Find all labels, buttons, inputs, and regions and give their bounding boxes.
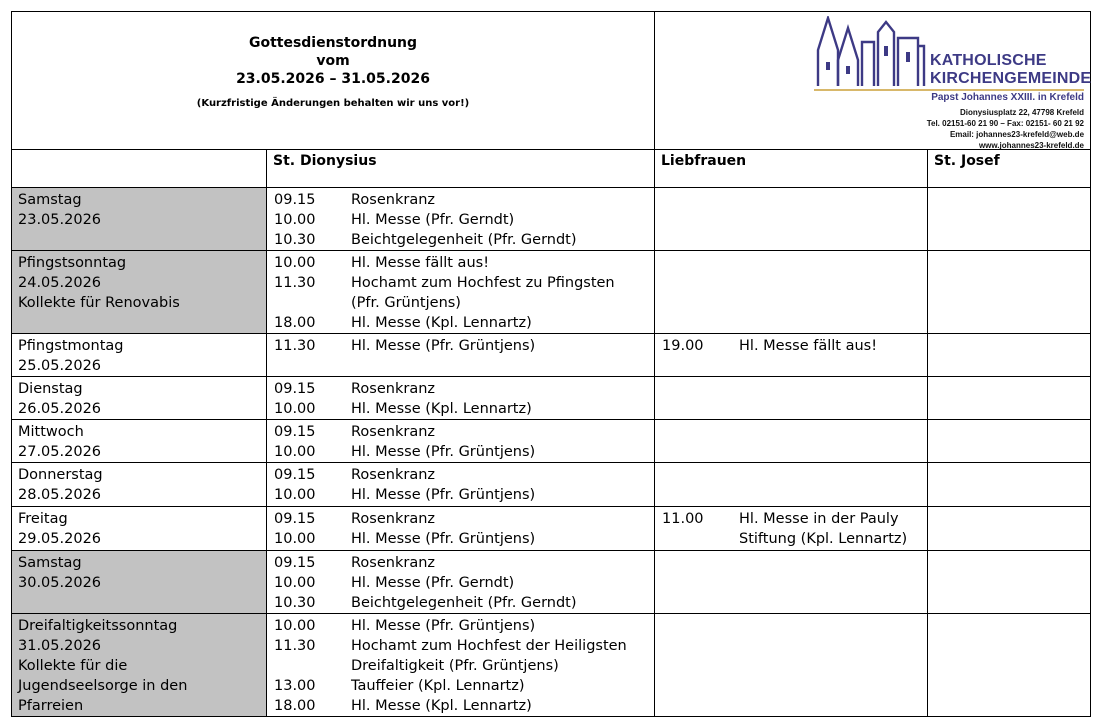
event-text: Rosenkranz [351, 192, 436, 208]
schedule-table [11, 11, 1091, 717]
event-time: 11.30 [274, 638, 316, 654]
event-line [267, 676, 654, 696]
contact-block [927, 107, 1084, 151]
event-text: Rosenkranz [351, 467, 436, 483]
josef-cell [928, 377, 1091, 420]
event-text: Stiftung (Kpl. Lennartz) [739, 531, 908, 547]
liebfrauen-cell [655, 507, 928, 551]
josef-cell [928, 551, 1091, 614]
day-cell [12, 420, 267, 463]
email: Email: johannes23-krefeld@web.de [949, 130, 1085, 139]
event-line [267, 656, 654, 676]
event-text: Hl. Messe (Kpl. Lennartz) [351, 315, 532, 331]
event-text: Hl. Messe (Pfr. Gerndt) [351, 575, 515, 591]
event-line [267, 636, 654, 656]
event-line [267, 616, 654, 636]
date-label: 28.05.2026 [18, 487, 102, 503]
collection-note: Pfarreien [18, 698, 84, 714]
day-cell [12, 334, 267, 377]
schedule-body [12, 188, 1091, 717]
weekday-label: Pfingstsonntag [18, 255, 127, 271]
day-cell [12, 188, 267, 251]
dionysius-cell [267, 251, 655, 334]
weekday-label: Pfingstmontag [18, 338, 124, 354]
event-text: Hl. Messe (Pfr. Grüntjens) [351, 487, 536, 503]
phone-fax: Tel. 02151-60 21 90 – Fax: 02151- 60 21 92 [926, 119, 1085, 128]
josef-cell [928, 463, 1091, 507]
event-line [267, 273, 654, 293]
column-header-row [12, 150, 1091, 188]
table-row [12, 377, 1091, 420]
event-time: 09.15 [274, 192, 316, 208]
table-row [12, 251, 1091, 334]
event-time: 10.00 [274, 255, 316, 271]
column-header-dionysius: St. Dionysius [267, 150, 655, 188]
event-line [267, 230, 654, 250]
logo-subtitle: Papst Johannes XXIII. in Krefeld [931, 92, 1085, 103]
event-time: 09.15 [274, 467, 316, 483]
collection-note: Jugendseelsorge in den [18, 678, 188, 694]
event-line [267, 379, 654, 399]
title-vom: vom [316, 53, 350, 69]
date-label: 29.05.2026 [18, 531, 102, 547]
event-line [267, 509, 654, 529]
event-text: (Pfr. Grüntjens) [351, 295, 461, 311]
event-line [267, 593, 654, 613]
event-line [267, 336, 654, 356]
event-line [267, 442, 654, 462]
event-text: Hl. Messe (Pfr. Grüntjens) [351, 444, 536, 460]
dionysius-cell [267, 507, 655, 551]
event-text: Hl. Messe (Pfr. Grüntjens) [351, 618, 536, 634]
event-text: Hl. Messe (Pfr. Gerndt) [351, 212, 515, 228]
website: www.johannes23-krefeld.de [978, 141, 1085, 150]
event-line [267, 573, 654, 593]
event-line [267, 190, 654, 210]
event-time: 19.00 [662, 338, 704, 354]
event-time: 10.00 [274, 531, 316, 547]
event-time: 10.00 [274, 487, 316, 503]
day-cell [12, 251, 267, 334]
event-time: 09.15 [274, 555, 316, 571]
event-text: Beichtgelegenheit (Pfr. Gerndt) [351, 595, 577, 611]
liebfrauen-cell [655, 334, 928, 377]
event-time: 11.00 [662, 511, 704, 527]
dionysius-cell [267, 551, 655, 614]
liebfrauen-cell [655, 551, 928, 614]
date-label: 25.05.2026 [18, 358, 102, 374]
event-text: Rosenkranz [351, 381, 436, 397]
page-title: Gottesdienstordnung [248, 35, 418, 51]
dionysius-cell [267, 463, 655, 507]
dionysius-cell [267, 420, 655, 463]
table-row [12, 507, 1091, 551]
column-header-day [12, 150, 267, 188]
liebfrauen-cell [655, 377, 928, 420]
date-label: 23.05.2026 [18, 212, 102, 228]
event-text: Tauffeier (Kpl. Lennartz) [351, 678, 525, 694]
table-row [12, 614, 1091, 717]
title-cell [12, 12, 655, 150]
josef-cell [928, 334, 1091, 377]
event-time: 10.00 [274, 618, 316, 634]
logo-line-2: KIRCHENGEMEINDE [930, 70, 1092, 87]
event-text: Hl. Messe fällt aus! [739, 338, 878, 354]
logo-divider [814, 89, 1084, 91]
day-cell [12, 507, 267, 551]
josef-cell [928, 251, 1091, 334]
event-time: 10.00 [274, 444, 316, 460]
table-row [12, 463, 1091, 507]
parish-logo [814, 16, 1092, 150]
event-time: 09.15 [274, 511, 316, 527]
event-time: 10.30 [274, 595, 316, 611]
event-time: 10.00 [274, 401, 316, 417]
dionysius-cell [267, 377, 655, 420]
event-line [267, 313, 654, 333]
event-time [274, 656, 351, 676]
event-time: 13.00 [274, 678, 316, 694]
disclaimer-note: (Kurzfristige Änderungen behalten wir uns vor!) [196, 98, 470, 109]
josef-cell [928, 188, 1091, 251]
josef-cell [928, 507, 1091, 551]
event-time: 18.00 [274, 698, 316, 714]
event-time: 18.00 [274, 315, 316, 331]
josef-cell [928, 420, 1091, 463]
day-cell [12, 551, 267, 614]
event-time: 11.30 [274, 275, 316, 291]
date-label: 24.05.2026 [18, 275, 102, 291]
event-text: Hochamt zum Hochfest der Heiligsten [351, 638, 627, 654]
event-time: 09.15 [274, 381, 316, 397]
logo-line-1: KATHOLISCHE [930, 52, 1047, 69]
event-time [274, 293, 351, 313]
logo-cell [655, 12, 1091, 150]
liebfrauen-cell [655, 188, 928, 251]
dionysius-cell [267, 614, 655, 717]
event-text: Hl. Messe fällt aus! [351, 255, 490, 271]
event-time [662, 529, 739, 549]
event-line [267, 399, 654, 419]
weekday-label: Dreifaltigkeitssonntag [18, 618, 178, 634]
event-text: Hl. Messe (Pfr. Grüntjens) [351, 531, 536, 547]
header-row [12, 12, 1091, 150]
josef-cell [928, 614, 1091, 717]
event-line [267, 696, 654, 716]
event-time: 09.15 [274, 424, 316, 440]
event-line [267, 553, 654, 573]
event-text: Hl. Messe (Pfr. Grüntjens) [351, 338, 536, 354]
event-text: Beichtgelegenheit (Pfr. Gerndt) [351, 232, 577, 248]
weekday-label: Donnerstag [18, 467, 103, 483]
event-line [267, 293, 654, 313]
event-time: 11.30 [274, 338, 316, 354]
day-cell [12, 614, 267, 717]
event-text: Hochamt zum Hochfest zu Pfingsten [351, 275, 615, 291]
event-time: 10.30 [274, 232, 316, 248]
weekday-label: Samstag [18, 555, 82, 571]
column-header-liebfrauen: Liebfrauen [655, 150, 928, 188]
table-row [12, 188, 1091, 251]
liebfrauen-cell [655, 420, 928, 463]
date-label: 27.05.2026 [18, 444, 102, 460]
dionysius-cell [267, 334, 655, 377]
day-cell [12, 377, 267, 420]
dionysius-cell [267, 188, 655, 251]
column-header-josef: St. Josef [928, 150, 1091, 188]
address: Dionysiusplatz 22, 47798 Krefeld [959, 108, 1085, 117]
event-time: 10.00 [274, 575, 316, 591]
table-row [12, 334, 1091, 377]
event-text: Rosenkranz [351, 555, 436, 571]
date-range: 23.05.2026 – 31.05.2026 [236, 71, 430, 87]
table-row [12, 551, 1091, 614]
date-label: 31.05.2026 [18, 638, 102, 654]
event-line [267, 529, 654, 549]
table-row [12, 420, 1091, 463]
event-line [267, 210, 654, 230]
event-line [655, 336, 927, 356]
event-text: Hl. Messe (Kpl. Lennartz) [351, 698, 532, 714]
event-text: Hl. Messe in der Pauly [739, 511, 899, 527]
event-line [267, 253, 654, 273]
church-skyline-icon [814, 16, 926, 90]
weekday-label: Mittwoch [18, 424, 84, 440]
weekday-label: Dienstag [18, 381, 83, 397]
event-line [655, 509, 927, 529]
event-time: 10.00 [274, 212, 316, 228]
liebfrauen-cell [655, 251, 928, 334]
event-line [655, 529, 927, 549]
event-line [267, 422, 654, 442]
event-line [267, 485, 654, 505]
weekday-label: Freitag [18, 511, 68, 527]
event-text: Hl. Messe (Kpl. Lennartz) [351, 401, 532, 417]
collection-note: Kollekte für die [18, 658, 128, 674]
liebfrauen-cell [655, 614, 928, 717]
liebfrauen-cell [655, 463, 928, 507]
event-text: Rosenkranz [351, 511, 436, 527]
event-line [267, 465, 654, 485]
event-text: Dreifaltigkeit (Pfr. Grüntjens) [351, 658, 559, 674]
date-label: 30.05.2026 [18, 575, 102, 591]
collection-note: Kollekte für Renovabis [18, 295, 180, 311]
date-label: 26.05.2026 [18, 401, 102, 417]
event-text: Rosenkranz [351, 424, 436, 440]
day-cell [12, 463, 267, 507]
weekday-label: Samstag [18, 192, 82, 208]
